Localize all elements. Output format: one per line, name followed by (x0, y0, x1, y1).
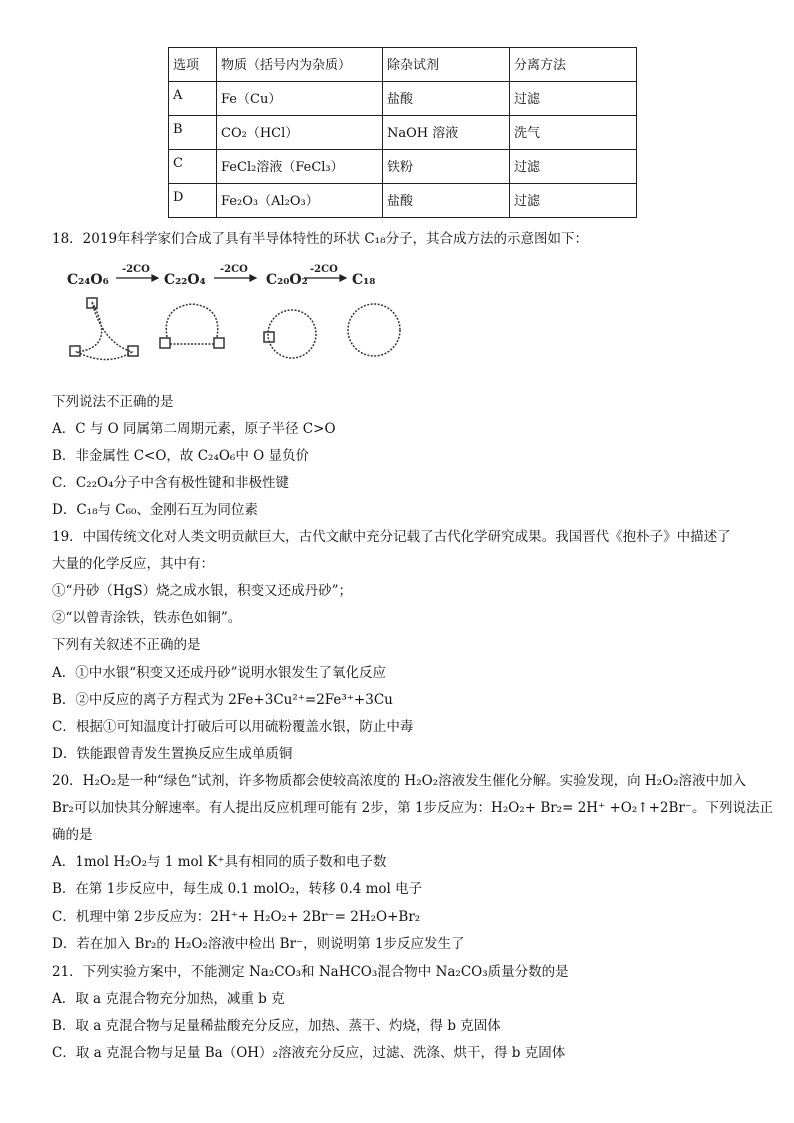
q19-stem-line1: 19．中国传统文化对人类文明贡献巨大，古代文献中充分记载了古代化学研究成果。我国晋代《抱朴子》中描述了 (52, 529, 731, 545)
table-cell: NaOH 溶液 (383, 116, 510, 150)
q18-option-d: D．C₁₈与 C₆₀、金刚石互为同位素 (52, 502, 258, 518)
table-header-cell: 分离方法 (510, 48, 637, 82)
table-cell: C (169, 150, 217, 184)
q20-stem-line3: 确的是 (52, 827, 93, 843)
table-row (169, 116, 637, 150)
compound-c18: C₁₈ (352, 272, 376, 288)
q20-option-d: D．若在加入 Br₂的 H₂O₂溶液中检出 Br⁻，则说明第 1步反应发生了 (52, 936, 465, 952)
c20o2-structure (264, 310, 316, 358)
arrow-label: -2CO (310, 264, 338, 275)
q19-stem-line2: 大量的化学反应，其中有： (52, 556, 214, 572)
table-cell: Fe₂O₃（Al₂O₃） (217, 184, 383, 218)
compound-c24o6: C₂₄O₆ (67, 272, 109, 288)
table-cell: 洗气 (510, 116, 637, 150)
compound-c22o4: C₂₂O₄ (164, 272, 206, 288)
table-cell: 铁粉 (383, 150, 510, 184)
arrow-label: -2CO (122, 264, 150, 275)
q19-prompt: 下列有关叙述不正确的是 (52, 637, 201, 653)
arrow-head (152, 275, 158, 281)
q19-option-a: A．①中水银“积变又还成丹砂”说明水银发生了氧化反应 (52, 665, 387, 681)
q19-option-b: B．②中反应的离子方程式为 2Fe+3Cu²⁺=2Fe³⁺+3Cu (52, 692, 393, 708)
table-cell: FeCl₂溶液（FeCl₃） (217, 150, 383, 184)
table-header-cell: 选项 (169, 48, 217, 82)
q18-option-c: C．C₂₂O₄分子中含有极性键和非极性键 (52, 475, 289, 491)
q20-option-a: A．1mol H₂O₂与 1 mol K⁺具有相同的质子数和电子数 (52, 854, 387, 870)
table-cell: 盐酸 (383, 184, 510, 218)
table-cell: 盐酸 (383, 82, 510, 116)
q19-option-d: D．铁能跟曾青发生置换反应生成单质铜 (52, 746, 293, 762)
table-cell: Fe（Cu） (217, 82, 383, 116)
q18-stem: 18．2019年科学家们合成了具有半导体特性的环状 C₁₈分子，其合成方法的示意图如下： (52, 231, 588, 247)
table-row (169, 184, 637, 218)
q21-option-c: C．取 a 克混合物与足量 Ba（OH）₂溶液充分反应，过滤、洗涤、烘干，得 b 克固体 (52, 1045, 566, 1061)
q18-option-b: B．非金属性 C<O，故 C₂₄O₆中 O 显负价 (52, 448, 309, 464)
arrow-head (340, 275, 346, 281)
q21-stem: 21．下列实验方案中，不能测定 Na₂CO₃和 NaHCO₃混合物中 Na₂CO₃质量分数的是 (52, 964, 569, 980)
table-cell: CO₂（HCl） (217, 116, 383, 150)
table-header-cell: 除杂试剂 (383, 48, 510, 82)
table-cell: A (169, 82, 217, 116)
q18-option-a: A．C 与 O 同属第二周期元素，原子半径 C>O (52, 421, 336, 437)
q19-option-c: C．根据①可知温度计打破后可以用硫粉覆盖水银，防止中毒 (52, 719, 414, 735)
table-row (169, 150, 637, 184)
c24o6-structure (70, 298, 138, 360)
c18-structure (348, 304, 400, 356)
q19-quote1: ①“丹砂（HgS）烧之成水银，积变又还成丹砂”； (52, 583, 352, 599)
separation-table (168, 47, 637, 218)
table-cell: 过滤 (510, 150, 637, 184)
q20-stem-line1: 20．H₂O₂是一种“绿色”试剂，许多物质都会使较高浓度的 H₂O₂溶液发生催化分解。实验发现，向 H₂O₂溶液中加入 (52, 773, 747, 789)
q20-stem-line2: Br₂可以加快其分解速率。有人提出反应机理可能有 2步，第 1步反应为：H₂O₂+ Br₂= 2H⁺ +O₂↑+2Br⁻。下列说法正 (52, 800, 773, 816)
q19-quote2: ②“以曾青涂铁，铁赤色如铜”。 (52, 610, 242, 626)
q20-option-b: B．在第 1步反应中，每生成 0.1 molO₂，转移 0.4 mol 电子 (52, 881, 423, 897)
table-header-cell: 物质（括号内为杂质） (217, 48, 383, 82)
table-header-row (169, 48, 637, 82)
table-cell: B (169, 116, 217, 150)
q20-option-c: C．机理中第 2步反应为：2H⁺+ H₂O₂+ 2Br⁻= 2H₂O+Br₂ (52, 909, 421, 925)
q21-option-b: B．取 a 克混合物与足量稀盐酸充分反应，加热、蒸干、灼烧，得 b 克固体 (52, 1018, 501, 1034)
c18-synthesis-diagram (52, 262, 422, 372)
table-cell: 过滤 (510, 82, 637, 116)
arrow-label: -2CO (220, 264, 248, 275)
table-cell: D (169, 184, 217, 218)
arrow-head (250, 275, 256, 281)
q18-prompt: 下列说法不正确的是 (52, 394, 174, 410)
c22o4-structure (160, 304, 224, 348)
table-row (169, 82, 637, 116)
compound-c20o2: C₂₀O₂ (266, 272, 308, 288)
q21-option-a: A．取 a 克混合物充分加热，减重 b 克 (52, 991, 285, 1007)
table-cell: 过滤 (510, 184, 637, 218)
